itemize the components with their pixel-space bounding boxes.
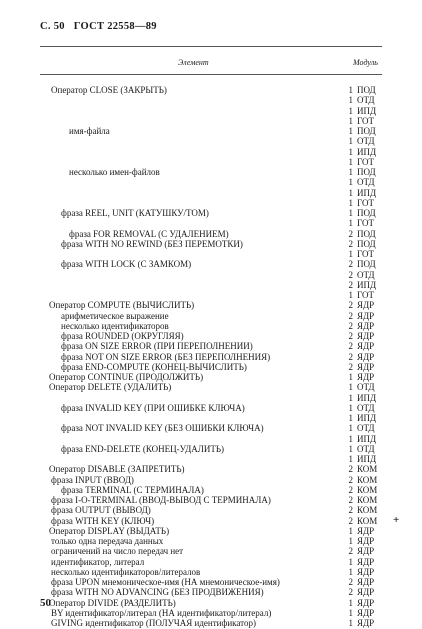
element-text: только одна передача данных — [51, 536, 164, 546]
element-text: фраза ON SIZE ERROR (ПРИ ПЕРЕПОЛНЕНИИ) — [61, 341, 253, 352]
module-code: ОТД — [357, 95, 375, 106]
level-number: 2 — [348, 464, 353, 475]
table-row — [0, 126, 422, 137]
level-number: 1 — [348, 443, 353, 454]
level-number: 1 — [348, 249, 353, 259]
level-number: 2 — [348, 279, 353, 290]
table-row — [0, 85, 422, 96]
module-code: ИПД — [357, 146, 377, 157]
level-number: 1 — [348, 607, 353, 618]
element-text: имя-файла — [69, 126, 110, 136]
element-text: GIVING идентификатор (ПОЛУЧАЯ идентификатор) — [51, 618, 256, 628]
element-text: арифметическое выражение — [61, 310, 169, 321]
level-number: 2 — [348, 331, 353, 341]
element-text: фраза TERMINAL (С ТЕРМИНАЛА) — [61, 484, 204, 495]
table-row — [0, 423, 422, 434]
table-row — [0, 352, 422, 363]
module-code: ОТД — [357, 382, 375, 393]
module-code: ЯДР — [357, 320, 375, 331]
module-code: ЯДР — [357, 556, 375, 567]
level-number: 1 — [348, 218, 353, 229]
element-text: несколько имен-файлов — [69, 167, 160, 177]
module-code: ОТД — [357, 402, 375, 413]
level-number: 1 — [348, 556, 353, 567]
module-code: ГОТ — [357, 115, 374, 126]
module-code: ОТД — [357, 443, 375, 454]
top-rule — [40, 46, 382, 47]
element-text: фраза UPON мнемоническое-имя (НА мнемоническое-имя) — [51, 577, 280, 587]
table-row — [0, 587, 422, 598]
table-row — [0, 177, 422, 188]
module-code: ГОТ — [357, 156, 374, 167]
plus-mark: + — [393, 513, 400, 526]
module-code: ГОТ — [357, 290, 374, 300]
element-text: фраза OUTPUT (ВЫВОД) — [51, 505, 151, 516]
page-header — [40, 21, 163, 32]
table-row — [0, 526, 422, 537]
module-code: ОТД — [357, 423, 375, 434]
module-code: КОМ — [357, 505, 378, 516]
module-code: ПОД — [357, 228, 376, 239]
element-text: Оператор CLOSE (ЗАКРЫТЬ) — [51, 85, 167, 95]
table-row — [0, 475, 422, 486]
level-number: 2 — [348, 238, 353, 249]
module-code: ОТД — [357, 269, 375, 280]
element-text: фраза WITH KEY (КЛЮЧ) — [51, 515, 155, 526]
level-number: 1 — [348, 105, 353, 116]
level-number: 1 — [348, 525, 353, 536]
module-code: ПОД — [357, 208, 376, 218]
module-code: КОМ — [357, 474, 378, 485]
module-code: ОТД — [357, 177, 375, 188]
module-code: КОМ — [357, 515, 378, 526]
table-row — [0, 208, 422, 219]
module-code: ГОТ — [357, 249, 374, 259]
table-row — [0, 393, 422, 404]
table-row — [0, 341, 422, 352]
level-number: 1 — [348, 115, 353, 126]
table-row — [0, 198, 422, 209]
level-number: 2 — [348, 341, 353, 352]
page-number: 50 — [40, 597, 51, 609]
level-number: 1 — [348, 177, 353, 188]
table-row — [0, 95, 422, 106]
element-text: фраза END-DELETE (КОНЕЦ-УДАЛИТЬ) — [61, 443, 224, 454]
module-code: ЯДР — [357, 300, 375, 311]
page-label: C. 50 — [40, 21, 65, 32]
module-code: ИПД — [357, 392, 377, 403]
module-code: ЯДР — [357, 341, 375, 352]
module-code: ЯДР — [357, 577, 375, 587]
level-number: 2 — [348, 587, 353, 598]
element-text: фраза I-O-TERMINAL (ВВОД-ВЫВОД С ТЕРМИНАЛА) — [51, 495, 271, 505]
element-text: BY идентификатор/литерал (НА идентификатор/литерал) — [51, 607, 272, 618]
table-row — [0, 331, 422, 342]
element-text: фраза WITH NO REWIND (БЕЗ ПЕРЕМОТКИ) — [61, 238, 243, 249]
element-text: фраза NOT ON SIZE ERROR (БЕЗ ПЕРЕПОЛНЕНИЯ) — [61, 351, 271, 362]
module-code: ИПД — [357, 105, 377, 116]
table-row — [0, 505, 422, 516]
level-number: 1 — [348, 597, 353, 608]
element-text: фраза ROUNDED (ОКРУГЛЯЯ) — [61, 331, 184, 341]
element-text: Оператор DISPLAY (ВЫДАТЬ) — [49, 525, 170, 536]
module-code: ИПД — [357, 279, 377, 290]
element-text: фраза NOT INVALID KEY (БЕЗ ОШИБКИ КЛЮЧА) — [61, 423, 264, 434]
level-number: 1 — [348, 167, 353, 177]
table-row — [0, 495, 422, 506]
module-code: ЯДР — [357, 372, 375, 382]
level-number: 1 — [348, 156, 353, 167]
module-code: ЯДР — [357, 536, 375, 546]
table-row — [0, 136, 422, 147]
element-text: фраза INPUT (ВВОД) — [51, 474, 134, 485]
table-row — [0, 608, 422, 619]
element-text: Оператор DISABLE (ЗАПРЕТИТЬ) — [49, 464, 185, 475]
table-row — [0, 218, 422, 229]
table-row — [0, 454, 422, 465]
level-number: 2 — [348, 474, 353, 485]
element-text: ограничений на число передач нет — [51, 546, 184, 557]
level-number: 1 — [348, 197, 353, 208]
table-row — [0, 434, 422, 445]
level-number: 2 — [348, 300, 353, 311]
level-number: 2 — [348, 269, 353, 280]
module-code: ИПД — [357, 413, 377, 423]
module-code: ЯДР — [357, 525, 375, 536]
module-code: ЯДР — [357, 618, 375, 628]
element-text: несколько идентификаторов/литералов — [51, 566, 201, 577]
table-row — [0, 300, 422, 311]
table-row — [0, 536, 422, 547]
element-text: фраза FOR REMOVAL (С УДАЛЕНИЕМ) — [69, 228, 229, 239]
level-number: 1 — [348, 402, 353, 413]
table-row — [0, 567, 422, 578]
table-row — [0, 188, 422, 199]
module-code: ПОД — [357, 259, 376, 270]
table-row — [0, 321, 422, 332]
module-code: ИПД — [357, 454, 377, 464]
module-code: ПОД — [357, 85, 376, 95]
level-number: 1 — [348, 126, 353, 136]
module-code: ЯДР — [357, 361, 375, 372]
level-number: 1 — [348, 136, 353, 147]
level-number: 1 — [348, 85, 353, 95]
table-row — [0, 413, 422, 424]
level-number: 2 — [348, 505, 353, 516]
level-number: 1 — [348, 187, 353, 198]
level-number: 1 — [348, 566, 353, 577]
element-text: Оператор CONTINUE (ПРОДОЛЖИТЬ) — [49, 372, 204, 382]
table-row — [0, 106, 422, 117]
table-row — [0, 513, 422, 527]
module-code: ИПД — [357, 187, 377, 198]
module-code: ГОТ — [357, 218, 374, 229]
module-code: КОМ — [357, 464, 378, 475]
element-text: Оператор DIVIDE (РАЗДЕЛИТЬ) — [49, 597, 176, 608]
module-code: ЯДР — [357, 607, 375, 618]
module-code: ЯДР — [357, 597, 375, 608]
element-text: идентификатор, литерал — [51, 556, 145, 567]
level-number: 1 — [348, 392, 353, 403]
table-row — [0, 598, 422, 609]
module-code: ЯДР — [357, 310, 375, 321]
table-row — [0, 464, 422, 475]
element-text: фраза REEL, UNIT (КАТУШКУ/ТОМ) — [61, 208, 209, 218]
level-number: 1 — [348, 433, 353, 444]
column-header-element: Элемент — [178, 58, 209, 67]
column-header-module: Модуль — [353, 58, 378, 67]
level-number: 2 — [348, 228, 353, 239]
table-row — [0, 311, 422, 322]
level-number: 2 — [348, 361, 353, 372]
level-number: 2 — [348, 546, 353, 557]
table-row — [0, 618, 422, 629]
table-row — [0, 577, 422, 588]
table-row — [0, 485, 422, 496]
module-code: ЯДР — [357, 351, 375, 362]
level-number: 2 — [348, 351, 353, 362]
level-number: 1 — [348, 536, 353, 546]
level-number: 2 — [348, 515, 353, 526]
level-number: 1 — [348, 382, 353, 393]
table-row — [0, 229, 422, 240]
table-row — [0, 290, 422, 301]
element-text: фраза INVALID KEY (ПРИ ОШИБКЕ КЛЮЧА) — [61, 402, 245, 413]
module-code: ИПД — [357, 433, 377, 444]
table-row — [0, 147, 422, 158]
module-code: ЯДР — [357, 331, 375, 341]
level-number: 1 — [348, 618, 353, 628]
level-number: 1 — [348, 423, 353, 434]
module-code: КОМ — [357, 495, 378, 505]
level-number: 2 — [348, 259, 353, 270]
module-code: ПОД — [357, 238, 376, 249]
table-row — [0, 167, 422, 178]
level-number: 2 — [348, 495, 353, 505]
table-row — [0, 249, 422, 260]
level-number: 1 — [348, 146, 353, 157]
standard-title: ГОСТ 22558—89 — [73, 21, 157, 32]
level-number: 2 — [348, 577, 353, 587]
table-row — [0, 403, 422, 414]
module-code: ЯДР — [357, 546, 375, 557]
level-number: 1 — [348, 413, 353, 423]
level-number: 2 — [348, 320, 353, 331]
table-row — [0, 270, 422, 281]
module-code: ПОД — [357, 126, 376, 136]
element-text: несколько идентификаторов — [61, 320, 169, 331]
table-row — [0, 157, 422, 168]
module-code: ГОТ — [357, 197, 374, 208]
module-code: ПОД — [357, 167, 376, 177]
module-code: ЯДР — [357, 587, 375, 598]
element-text: Оператор COMPUTE (ВЫЧИСЛИТЬ) — [49, 300, 195, 311]
module-code: ОТД — [357, 136, 375, 147]
table-row — [0, 557, 422, 568]
table-row — [0, 444, 422, 455]
level-number: 1 — [348, 290, 353, 300]
module-code: ЯДР — [357, 566, 375, 577]
table-row — [0, 280, 422, 291]
table-row — [0, 382, 422, 393]
element-text: фраза WITH LOCK (С ЗАМКОМ) — [61, 259, 192, 270]
header-rule — [40, 74, 382, 75]
table-row — [0, 546, 422, 557]
level-number: 1 — [348, 454, 353, 464]
table-row — [0, 239, 422, 250]
element-text: Оператор DELETE (УДАЛИТЬ) — [49, 382, 172, 393]
table-row — [0, 259, 422, 270]
table-row — [0, 372, 422, 383]
level-number: 1 — [348, 372, 353, 382]
module-code: КОМ — [357, 484, 378, 495]
element-text: фраза WITH NO ADVANCING (БЕЗ ПРОДВИЖЕНИЯ) — [51, 587, 264, 598]
level-number: 2 — [348, 484, 353, 495]
table-row — [0, 362, 422, 373]
element-text: фраза END-COMPUTE (КОНЕЦ-ВЫЧИСЛИТЬ) — [61, 361, 247, 372]
level-number: 1 — [348, 208, 353, 218]
level-number: 2 — [348, 310, 353, 321]
level-number: 1 — [348, 95, 353, 106]
table-row — [0, 116, 422, 127]
